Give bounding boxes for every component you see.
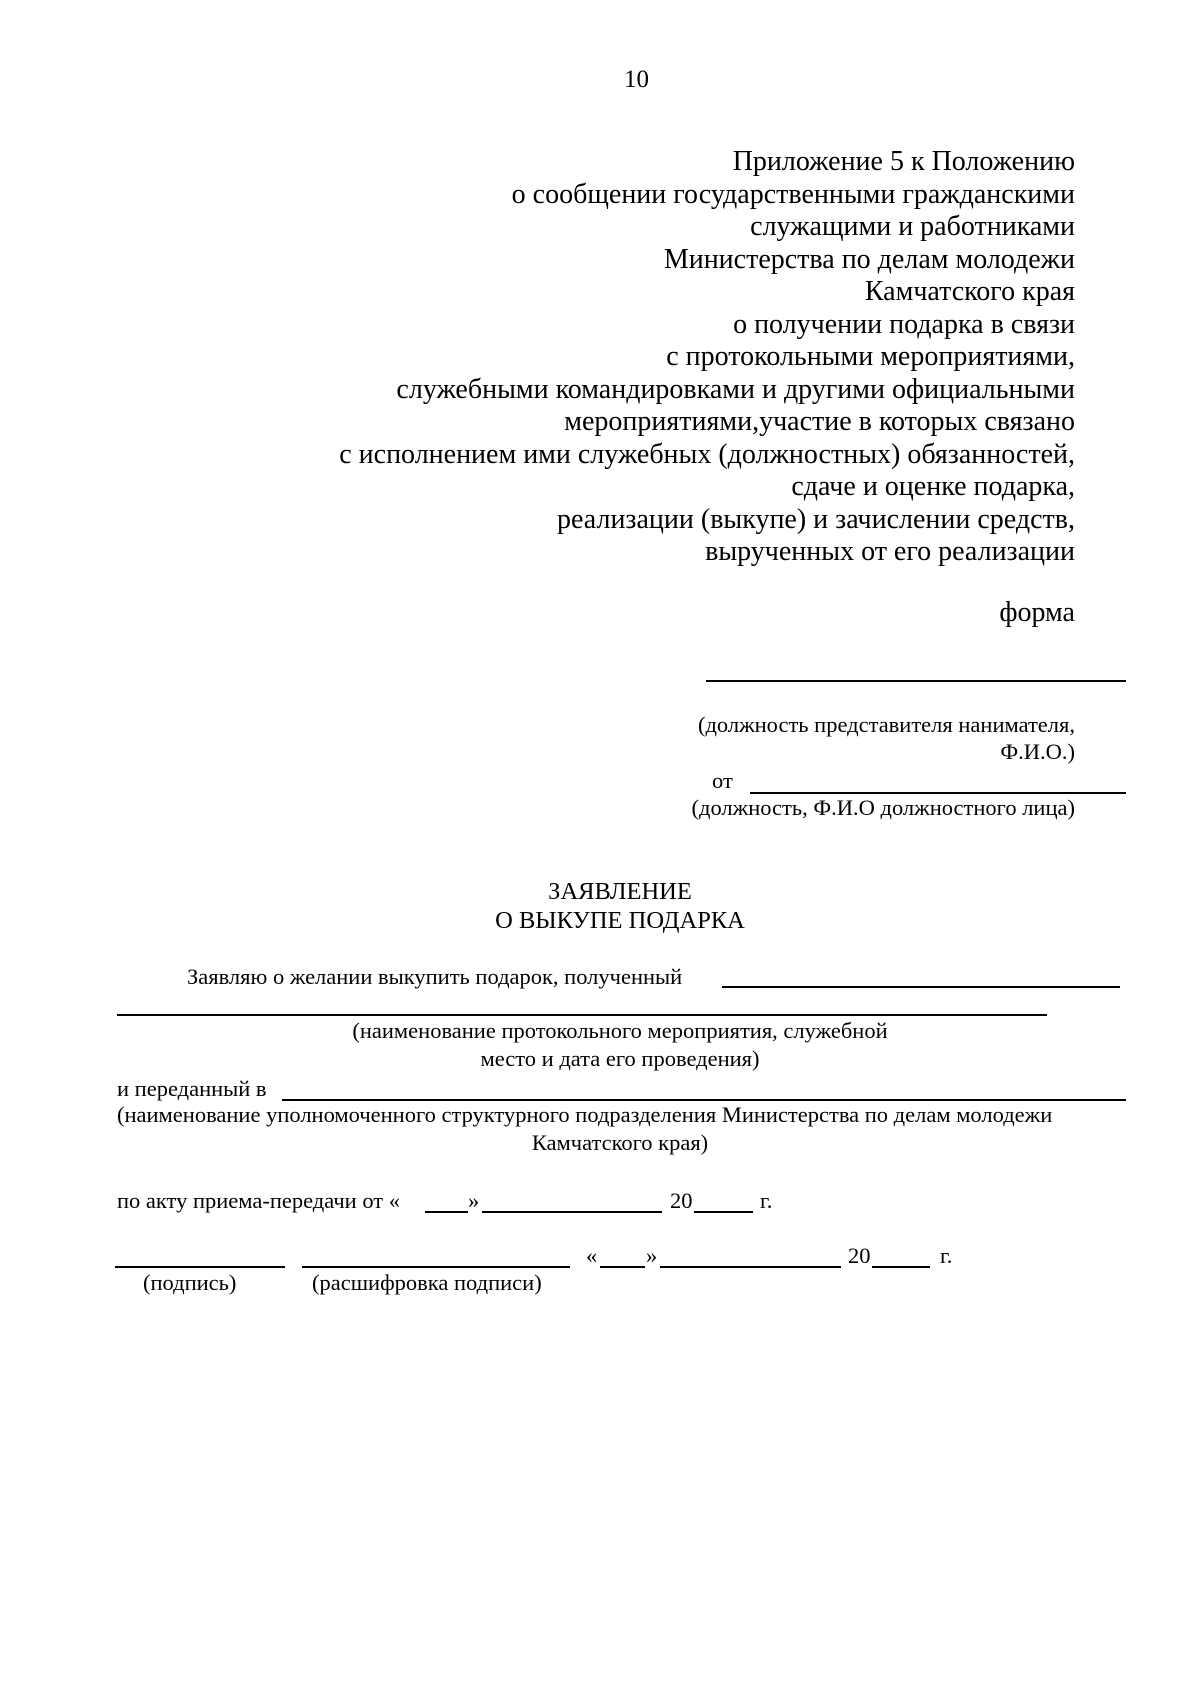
decode-hint: (расшифровка подписи) [312,1270,542,1295]
official-hint: (должность, Ф.И.О должностного лица) [691,795,1075,820]
annex-line: Приложение 5 к Положению [732,146,1075,177]
document-title: ЗАЯВЛЕНИЕ [548,878,692,905]
annex-line: о сообщении государственными гражданскими [511,178,1075,210]
gift-blank-line[interactable] [722,986,1120,988]
act-year-blank[interactable] [694,1211,753,1213]
annex-line: реализации (выкупе) и зачислении средств, [557,503,1075,535]
unit-hint-1: (наименование уполномоченного структурного подразделения Министерства по делам молодежи [117,1102,1053,1127]
act-year-prefix: 20 [670,1188,693,1213]
annex-line: Камчатского края [864,276,1075,307]
page-number: 10 [624,66,649,93]
form-label: форма [999,597,1075,628]
transferred-label: и переданный в [117,1076,267,1101]
statement-text: Заявляю о желании выкупить подарок, полученный [187,964,683,989]
document-subtitle: О ВЫКУПЕ ПОДАРКА [495,907,745,934]
annex-line: служащими и работниками [750,211,1075,242]
employer-hint-1: (должность представителя нанимателя, [697,712,1075,737]
act-label: по акту приема-передачи от « [117,1188,400,1213]
annex-line: вырученных от его реализации [705,536,1075,567]
event-hint-2: место и дата его проведения) [480,1046,760,1071]
annex-header [339,146,1075,569]
act-month-blank[interactable] [482,1211,662,1213]
date-year-blank[interactable] [872,1266,930,1268]
unit-blank-line[interactable] [282,1099,1126,1101]
event-hint-1: (наименование протокольного мероприятия, служебной [352,1018,888,1043]
employer-blank-line[interactable] [706,680,1126,682]
date-day-blank[interactable] [600,1266,645,1268]
annex-line: с протокольными мероприятиями, [666,341,1075,372]
employer-hint-2: Ф.И.О.) [1000,739,1075,764]
annex-line: о получении подарка в связи [733,308,1075,340]
signature-hint: (подпись) [143,1270,237,1295]
date-year-prefix: 20 [848,1243,871,1268]
date-month-blank[interactable] [660,1266,841,1268]
date-year-suffix: г. [940,1243,953,1268]
event-blank-line[interactable] [117,1014,1047,1016]
annex-line: служебными командировками и другими официальными [396,373,1075,405]
signature-blank[interactable] [115,1266,285,1268]
annex-line: мероприятиями,участие в которых связано [564,406,1075,437]
unit-hint-2: Камчатского края) [531,1130,709,1155]
act-quote-close: » [468,1188,480,1213]
annex-line: с исполнением ими служебных (должностных) обязанностей, [339,438,1075,470]
signature-decode-blank[interactable] [302,1266,570,1268]
official-blank-line[interactable] [750,792,1126,794]
annex-line: Министерства по делам молодежи [663,243,1075,275]
act-day-blank[interactable] [425,1211,468,1213]
annex-line: сдаче и оценке подарка, [791,471,1075,502]
date-quote-open: « [586,1243,598,1268]
act-year-suffix: г. [760,1188,773,1213]
from-label: от [712,768,733,793]
date-quote-close: » [646,1243,658,1268]
